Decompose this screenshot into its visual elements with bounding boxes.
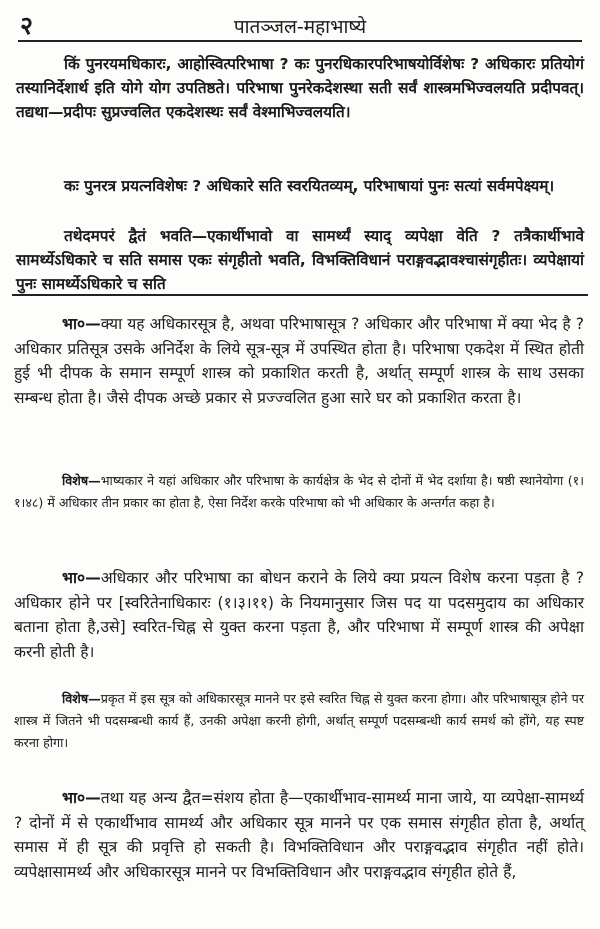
note-text-2: प्रकृत में इस सूत्र को अधिकारसूत्र मानने पर इसे स्वरित चिह्न से युक्त करना होगा। और परिभाषासूत्र होने पर शास्त्र में जितने भी पदसम्बन्धी कार्य हैं, उनकी अपेक्षा करनी होगी, अर्थात् सम्पूर्ण पदसम्बन्धी कार्य समर्थ को होंगे, यह स्पष्ट करना होगा। [14, 691, 584, 750]
note-label: विशेष— [62, 691, 101, 706]
commentary-label: भा०— [62, 789, 101, 807]
note-text-1: भाष्यकार ने यहां अधिकार और परिभाषा के कार्यक्षेत्र के भेद से दोनों में भेद दर्शाया है। षष्ठी स्थानेयोगा (१।१।४८) में अधिकार तीन प्रकार का होता है, ऐसा निर्देश करके परिभाषा को भी अधिकार के अन्तर्गत कहा है। [14, 473, 584, 510]
note-label: विशेष— [62, 473, 101, 488]
commentary-label: भा०— [62, 315, 101, 333]
sutra-paragraph-1 [16, 52, 584, 124]
section-divider [12, 294, 588, 296]
sutra-text-1: किं पुनरयमधिकारः, आहोस्वित्परिभाषा ? कः पुनरधिकारपरिभाषयोर्विशेषः ? अधिकारः प्रतियोगं तस्यानिर्देशार्थ इति योगे योग उपतिष्ठते। परिभाषा पुनरेकदेशस्था सती सर्वं शास्त्रमभिज्वलयति प्रदीपवत्। तद्यथा—प्रदीपः सुप्रज्वलित एकदेशस्थः सर्वं वेश्माभिज्वलयति। [16, 55, 584, 121]
running-title: पातञ्जल-महाभाष्ये [233, 16, 367, 38]
commentary-paragraph-1 [14, 312, 584, 410]
page-header [18, 10, 582, 42]
page-number: २ [20, 11, 34, 40]
commentary-label: भा०— [62, 569, 101, 587]
note-paragraph-1 [14, 470, 584, 514]
commentary-text-1: क्या यह अधिकारसूत्र है, अथवा परिभाषासूत्र ? अधिकार और परिभाषा में क्या भेद है ? अधिकार प्रतिसूत्र उसके अनिर्देश के लिये सूत्र-सूत्र में उपस्थित होता है। परिभाषा एकदेश में स्थित होती हुई भी दीपक के समान सम्पूर्ण शास्त्र को प्रकाशित करती है, अर्थात् सम्पूर्ण शास्त्र के साथ उसका सम्बन्ध होता है। जैसे दीपक अच्छे प्रकार से प्रज्ज्वलित हुआ सारे घर को प्रकाशित करता है। [14, 315, 584, 407]
note-paragraph-2 [14, 688, 584, 754]
sutra-text-3: तथेदमपरं द्वैतं भवति—एकार्थीभावो वा सामर्थ्यं स्याद् व्यपेक्षा वेति ? तत्रैकार्थीभावे सामर्थ्येऽधिकारे च सति समास एकः संगृहीतो भवति, विभक्तिविधानं पराङ्गवद्भावश्चासंगृहीतः। व्यपेक्षायां पुनः सामर्थ्येऽधिकारे च सति [16, 227, 584, 293]
sutra-text-2: कः पुनरत्र प्रयत्नविशेषः ? अधिकारे सति स्वरयितव्यम्, परिभाषायां पुनः सत्यां सर्वमपेक्ष्यम्। [64, 177, 555, 195]
commentary-paragraph-3 [14, 786, 584, 884]
commentary-text-2: अधिकार और परिभाषा का बोधन कराने के लिये क्या प्रयत्न विशेष करना पड़ता है ? अधिकार होने पर [स्वरितेनाधिकारः (१।३।११) के नियमानुसार जिस पद या पदसमुदाय का अधिकार बताना होता है,उसे] स्वरित-चिह्न से युक्त करना पड़ता है, और परिभाषा में सम्पूर्ण शास्त्र की अपेक्षा करनी होती है। [14, 569, 584, 661]
commentary-paragraph-2 [14, 566, 584, 664]
commentary-text-3: तथा यह अन्य द्वैत=संशय होता है—एकार्थीभाव-सामर्थ्य माना जाये, या व्यपेक्षा-सामर्थ्य ? दोनों में से एकार्थीभाव सामर्थ्य और अधिकार सूत्र मानने पर एक समास संगृहीत होता है, अर्थात् समास में ही सूत्र की प्रवृत्ति हो सकती है। विभक्तिविधान और पराङ्गवद्भाव संगृहीत नहीं होते। व्यपेक्षासामर्थ्य और अधिकारसूत्र मानने पर विभक्तिविधान और पराङ्गवद्भाव संगृहीत होते हैं, [14, 789, 584, 881]
sutra-paragraph-2 [16, 174, 584, 198]
sutra-paragraph-3 [16, 224, 584, 296]
